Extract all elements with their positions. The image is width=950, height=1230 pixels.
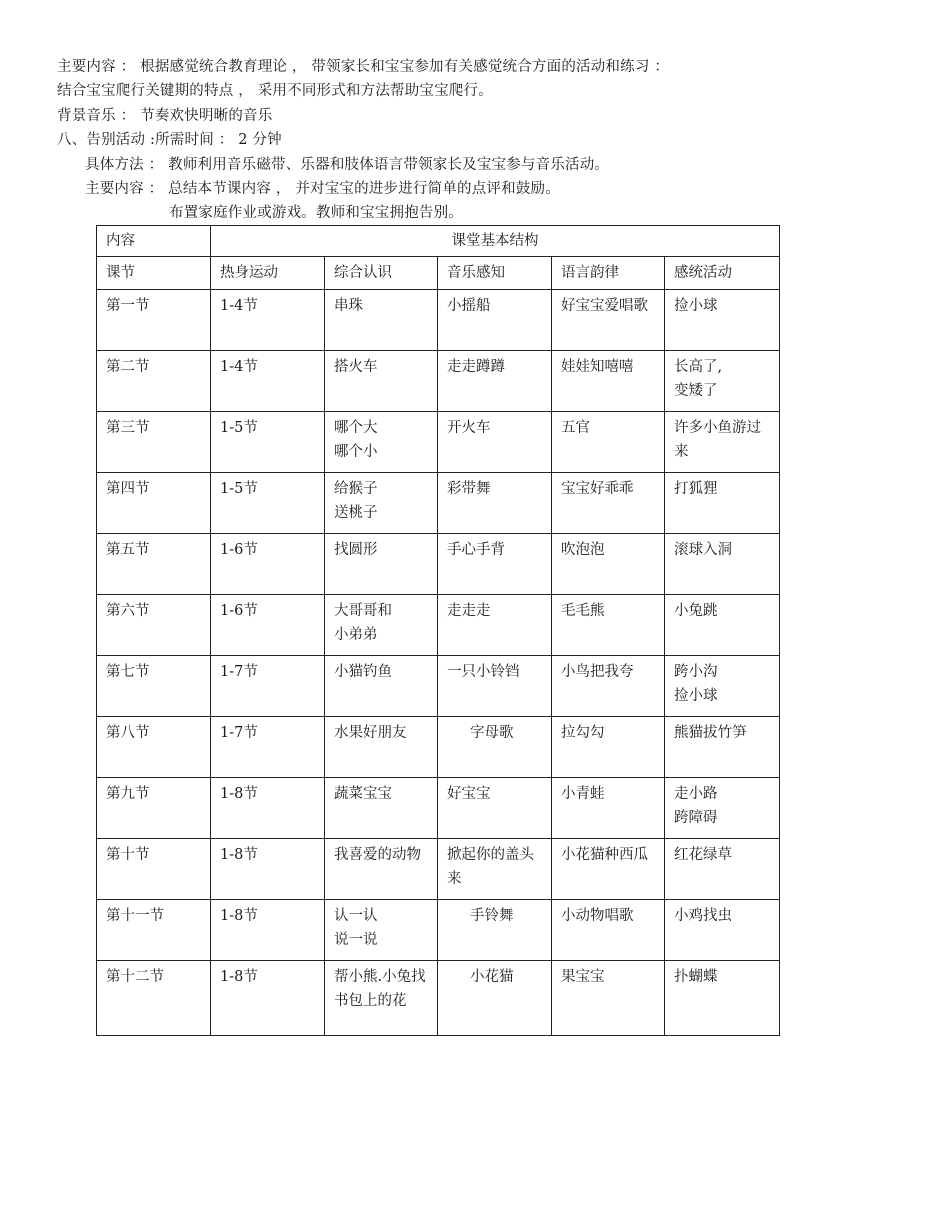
table-cell: 字母歌 (438, 717, 552, 778)
table-cell: 小花猫种西瓜 (552, 839, 665, 900)
header-structure-cell: 课堂基本结构 (211, 226, 780, 257)
table-row (97, 778, 780, 839)
table-cell: 1-5节 (211, 473, 325, 534)
table-cell: 熊猫拔竹笋 (665, 717, 780, 778)
table-cell: 水果好朋友 (325, 717, 438, 778)
table-cell: 吹泡泡 (552, 534, 665, 595)
table-row (97, 290, 780, 351)
table-cell: 走走走 (438, 595, 552, 656)
column-header: 热身运动 (211, 257, 325, 290)
table-cell: 拉勾勾 (552, 717, 665, 778)
table-cell: 扑蝴蝶 (665, 961, 780, 1036)
table-cell: 小兔跳 (665, 595, 780, 656)
table-cell: 第十一节 (97, 900, 211, 961)
table-cell: 第二节 (97, 351, 211, 412)
table-row (97, 839, 780, 900)
table-cell: 第七节 (97, 656, 211, 717)
column-header: 音乐感知 (438, 257, 552, 290)
table-cell: 小猫钓鱼 (325, 656, 438, 717)
table-cell: 1-7节 (211, 656, 325, 717)
table-cell: 走小路 跨障碍 (665, 778, 780, 839)
table-row (97, 595, 780, 656)
table-row (97, 412, 780, 473)
intro-line-homework: 布置家庭作业或游戏。教师和宝宝拥抱告别。 (169, 205, 463, 221)
table-cell: 小青蛙 (552, 778, 665, 839)
lesson-structure-table (96, 225, 780, 1036)
table-cell: 走走蹲蹲 (438, 351, 552, 412)
table-cell: 1-6节 (211, 534, 325, 595)
table-cell: 滚球入洞 (665, 534, 780, 595)
table-row (97, 717, 780, 778)
table-cell: 第十二节 (97, 961, 211, 1036)
table-cell: 1-5节 (211, 412, 325, 473)
table-cell: 小摇船 (438, 290, 552, 351)
table-cell: 好宝宝 (438, 778, 552, 839)
column-header: 感统活动 (665, 257, 780, 290)
table-row (97, 900, 780, 961)
table-cell: 哪个大 哪个小 (325, 412, 438, 473)
table-cell: 认一认 说一说 (325, 900, 438, 961)
column-header: 课节 (97, 257, 211, 290)
table-cell: 果宝宝 (552, 961, 665, 1036)
table-cell: 彩带舞 (438, 473, 552, 534)
table-cell: 小鸡找虫 (665, 900, 780, 961)
table-cell: 给猴子 送桃子 (325, 473, 438, 534)
table-cell: 第一节 (97, 290, 211, 351)
table-cell: 小动物唱歌 (552, 900, 665, 961)
table-cell: 1-7节 (211, 717, 325, 778)
intro-line-main-content: 主要内容 ： 根据感觉统合教育理论 ， 带领家长和宝宝参加有关感觉统合方面的活动和练习 ： (57, 59, 670, 75)
table-cell: 第八节 (97, 717, 211, 778)
table-cell: 红花绿草 (665, 839, 780, 900)
table-cell: 跨小沟 捡小球 (665, 656, 780, 717)
table-cell: 我喜爱的动物 (325, 839, 438, 900)
table-cell: 长高了, 变矮了 (665, 351, 780, 412)
table-row (97, 473, 780, 534)
table-cell: 1-6节 (211, 595, 325, 656)
table-cell: 1-8节 (211, 961, 325, 1036)
table-header-row (97, 226, 780, 257)
table-columns-row (97, 257, 780, 290)
table-row (97, 534, 780, 595)
table-cell: 小鸟把我夸 (552, 656, 665, 717)
column-header: 综合认识 (325, 257, 438, 290)
table-cell: 串珠 (325, 290, 438, 351)
table-cell: 许多小鱼游过来 (665, 412, 780, 473)
table-cell: 开火车 (438, 412, 552, 473)
table-cell: 第四节 (97, 473, 211, 534)
intro-line-background-music: 背景音乐 ： 节奏欢快明晰的音乐 (57, 108, 273, 124)
table-cell: 第十节 (97, 839, 211, 900)
table-cell: 1-4节 (211, 290, 325, 351)
table-cell: 捡小球 (665, 290, 780, 351)
table-cell: 1-8节 (211, 839, 325, 900)
intro-line-crawling: 结合宝宝爬行关键期的特点 ， 采用不同形式和方法帮助宝宝爬行。 (57, 83, 493, 99)
table-cell: 打狐狸 (665, 473, 780, 534)
table-cell: 搭火车 (325, 351, 438, 412)
table-cell: 1-4节 (211, 351, 325, 412)
table-cell: 1-8节 (211, 900, 325, 961)
section-heading-farewell: 八、告别活动 :所需时间 ： 2 分钟 (57, 132, 282, 148)
table-cell: 找圆形 (325, 534, 438, 595)
table-row (97, 656, 780, 717)
table-row (97, 351, 780, 412)
table-cell: 五官 (552, 412, 665, 473)
table-cell: 1-8节 (211, 778, 325, 839)
table-row (97, 961, 780, 1036)
table-cell: 好宝宝爱唱歌 (552, 290, 665, 351)
table-cell: 掀起你的盖头来 (438, 839, 552, 900)
intro-line-method: 具体方法 ： 教师利用音乐磁带、乐器和肢体语言带领家长及宝宝参与音乐活动。 (85, 157, 610, 173)
intro-line-summary: 主要内容 ： 总结本节课内容 ， 并对宝宝的进步进行简单的点评和鼓励。 (85, 181, 560, 197)
table-cell: 大哥哥和 小弟弟 (325, 595, 438, 656)
table-cell: 第五节 (97, 534, 211, 595)
table-cell: 手心手背 (438, 534, 552, 595)
table-cell: 宝宝好乖乖 (552, 473, 665, 534)
table-cell: 第六节 (97, 595, 211, 656)
table-cell: 一只小铃铛 (438, 656, 552, 717)
table-cell: 第三节 (97, 412, 211, 473)
header-content-cell: 内容 (97, 226, 211, 257)
table-cell: 蔬菜宝宝 (325, 778, 438, 839)
table-cell: 帮小熊.小兔找书包上的花 (325, 961, 438, 1036)
table-cell: 小花猫 (438, 961, 552, 1036)
table-cell: 手铃舞 (438, 900, 552, 961)
column-header: 语言韵律 (552, 257, 665, 290)
table-cell: 毛毛熊 (552, 595, 665, 656)
table-cell: 第九节 (97, 778, 211, 839)
table-cell: 娃娃知嘻嘻 (552, 351, 665, 412)
